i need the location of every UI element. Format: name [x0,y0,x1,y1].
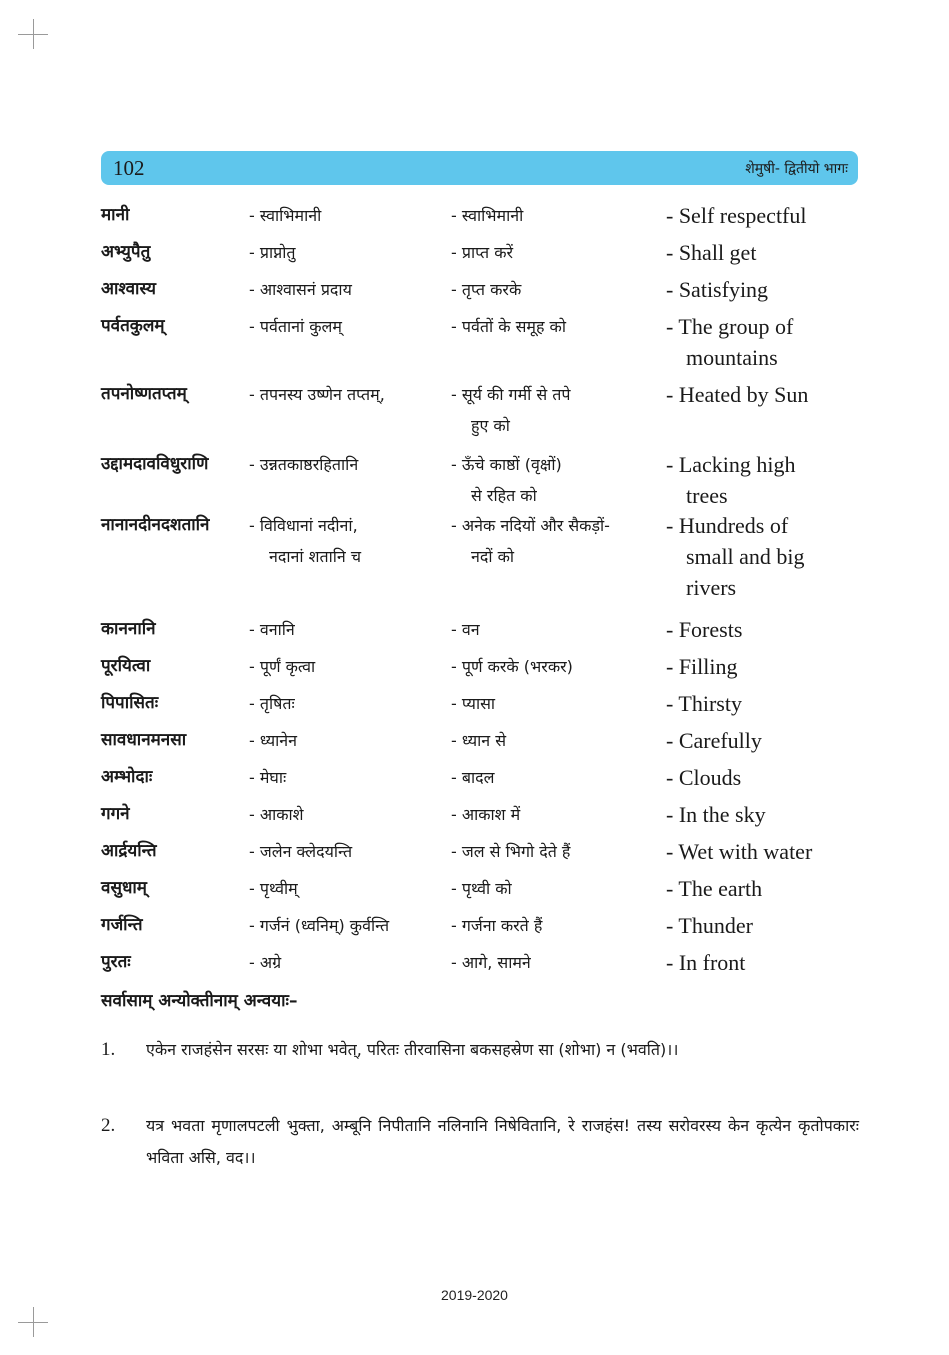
sanskrit-meaning: - तृषितः [249,694,295,713]
hindi-meaning: - तृप्त करके [451,280,522,299]
footer-year: 2019-2020 [441,1287,508,1303]
glossary-word: नानानदीनदशतानि [101,515,210,535]
crop-mark-top-v [33,19,34,49]
hindi-meaning: - आकाश में [451,805,521,824]
hindi-meaning: - आगे, सामने [451,953,531,972]
glossary-row [101,873,861,910]
english-meaning: - Shall get [666,240,757,265]
english-meaning [666,311,861,373]
glossary-word: गर्जन्ति [101,915,143,935]
hindi-meaning: - पूर्ण करके (भरकर) [451,657,573,676]
hindi-meaning-line: - सूर्य की गर्मी से तपे [451,385,571,404]
english-meaning: - Carefully [666,728,762,753]
sanskrit-meaning: - गर्जनं (ध्वनिम्) कुर्वन्ति [249,916,390,935]
anvaya-heading: सर्वासाम् अन्योक्तीनाम् अन्वयाः– [101,991,298,1011]
english-meaning: - The earth [666,876,763,901]
sanskrit-meaning: - पर्वतानां कुलम् [249,317,342,336]
sanskrit-meaning: - अग्रे [249,953,282,972]
english-meaning: - Satisfying [666,277,769,302]
sanskrit-meaning: - उन्नतकाष्ठरहितानि [249,455,359,474]
glossary-word: आर्द्रयन्ति [101,841,157,861]
english-meaning [666,510,861,603]
sanskrit-meaning: - वनानि [249,620,295,639]
glossary-word: पुरतः [101,952,131,972]
english-meaning-continuation: rivers [686,575,737,600]
hindi-meaning-line: - ऊँचे काष्ठों (वृक्षों) [451,455,562,474]
glossary-word: गगने [101,804,130,824]
glossary-word: मानी [101,205,130,225]
hindi-meaning-line: - अनेक नदियों और सैकड़ों- [451,516,610,535]
crop-mark-bottom-v [33,1307,34,1337]
english-meaning: - Clouds [666,765,742,790]
book-title: शेमुषी- द्वितीयो भागः [745,161,848,177]
sanskrit-meaning: - स्वाभिमानी [249,206,322,225]
anvaya-number: 2. [101,1115,116,1136]
anvaya-text: एकेन राजहंसेन सरसः या शोभा भवेत्, परितः तीरवासिना बकसहस्रेण सा (शोभा) न (भवति)।। [146,1040,679,1059]
glossary-row [101,237,861,274]
glossary-row [101,510,861,614]
hindi-meaning: - स्वाभिमानी [451,206,524,225]
glossary-row [101,200,861,237]
sanskrit-meaning: - प्राप्नोतु [249,243,296,262]
page-number: 102 [113,156,145,180]
english-meaning: - Thunder [666,913,753,938]
hindi-meaning: - प्राप्त करें [451,243,514,262]
sanskrit-meaning: - ध्यानेन [249,731,298,750]
hindi-meaning-continuation: से रहित को [471,486,537,505]
english-meaning-line: - Lacking high [666,452,796,477]
sanskrit-meaning: - तपनस्य उष्णेन तप्तम्, [249,385,385,404]
english-meaning-continuation: mountains [686,345,778,370]
glossary-word: सावधानमनसा [101,730,187,750]
glossary-word: वसुधाम् [101,878,147,898]
glossary-row [101,614,861,651]
sanskrit-meaning [249,510,449,572]
hindi-meaning: - पर्वतों के समूह को [451,317,566,336]
english-meaning: - In front [666,950,746,975]
english-meaning: - Forests [666,617,743,642]
anvaya-text: यत्र भवता मृणालपटली भुक्ता, अम्बूनि निपीतानि नलिनानि निषेवितानि, रे राजहंस! तस्य सरोवरस्य केन कृत्येन कृतोपकारः भविता असि, वद।। [146,1116,859,1167]
glossary-word: अम्भोदाः [101,767,153,787]
hindi-meaning: - ध्यान से [451,731,507,750]
glossary-row [101,947,861,984]
hindi-meaning: - गर्जना करते हैं [451,916,543,935]
english-meaning: - Thirsty [666,691,742,716]
glossary-word: आश्वास्य [101,279,156,299]
glossary-word: काननानि [101,619,156,639]
english-meaning [666,449,861,511]
english-meaning: - Heated by Sun [666,382,809,407]
glossary-word: उद्दामदावविधुराणि [101,454,209,474]
glossary-word: तपनोष्णतप्तम् [101,384,187,404]
glossary-table [101,200,861,984]
sanskrit-meaning: - आश्वासनं प्रदाय [249,280,352,299]
english-meaning-line: - The group of [666,314,794,339]
english-meaning: - Wet with water [666,839,813,864]
sanskrit-meaning: - आकाशे [249,805,304,824]
sanskrit-meaning: - मेघाः [249,768,287,787]
hindi-meaning: - बादल [451,768,495,787]
glossary-word: अभ्युपैतु [101,242,151,262]
glossary-row [101,379,861,449]
sanskrit-meaning: - पृथ्वीम् [249,879,298,898]
hindi-meaning-continuation: नदों को [471,547,515,566]
sanskrit-meaning: - पूर्णं कृत्वा [249,657,316,676]
glossary-word: पर्वतकुलम् [101,316,165,336]
hindi-meaning: - पृथ्वी को [451,879,512,898]
glossary-row [101,449,861,510]
glossary-row [101,836,861,873]
glossary-row [101,651,861,688]
english-meaning: - In the sky [666,802,766,827]
anvaya-number: 1. [101,1039,116,1060]
glossary-row [101,910,861,947]
english-meaning: - Filling [666,654,738,679]
glossary-row [101,688,861,725]
hindi-meaning [451,379,666,441]
sanskrit-meaning-line: - विविधानां नदीनां, [249,516,358,535]
glossary-row [101,274,861,311]
glossary-row [101,725,861,762]
hindi-meaning: - वन [451,620,480,639]
english-meaning: - Self respectful [666,203,807,228]
sanskrit-meaning: - जलेन क्लेदयन्ति [249,842,353,861]
glossary-word: पूरयित्वा [101,656,151,676]
hindi-meaning: - जल से भिगो देते हैं [451,842,571,861]
hindi-meaning-continuation: हुए को [471,416,510,435]
glossary-word: पिपासितः [101,693,159,713]
hindi-meaning [451,449,666,511]
glossary-row [101,311,861,379]
english-meaning-line: - Hundreds of [666,513,789,538]
english-meaning-continuation: small and big [686,544,805,569]
glossary-row [101,762,861,799]
english-meaning-continuation: trees [686,483,728,508]
sanskrit-meaning-continuation: नदानां शतानि च [269,547,362,566]
page-header-bar [101,151,858,185]
hindi-meaning [451,510,666,572]
hindi-meaning: - प्यासा [451,694,496,713]
glossary-row [101,799,861,836]
